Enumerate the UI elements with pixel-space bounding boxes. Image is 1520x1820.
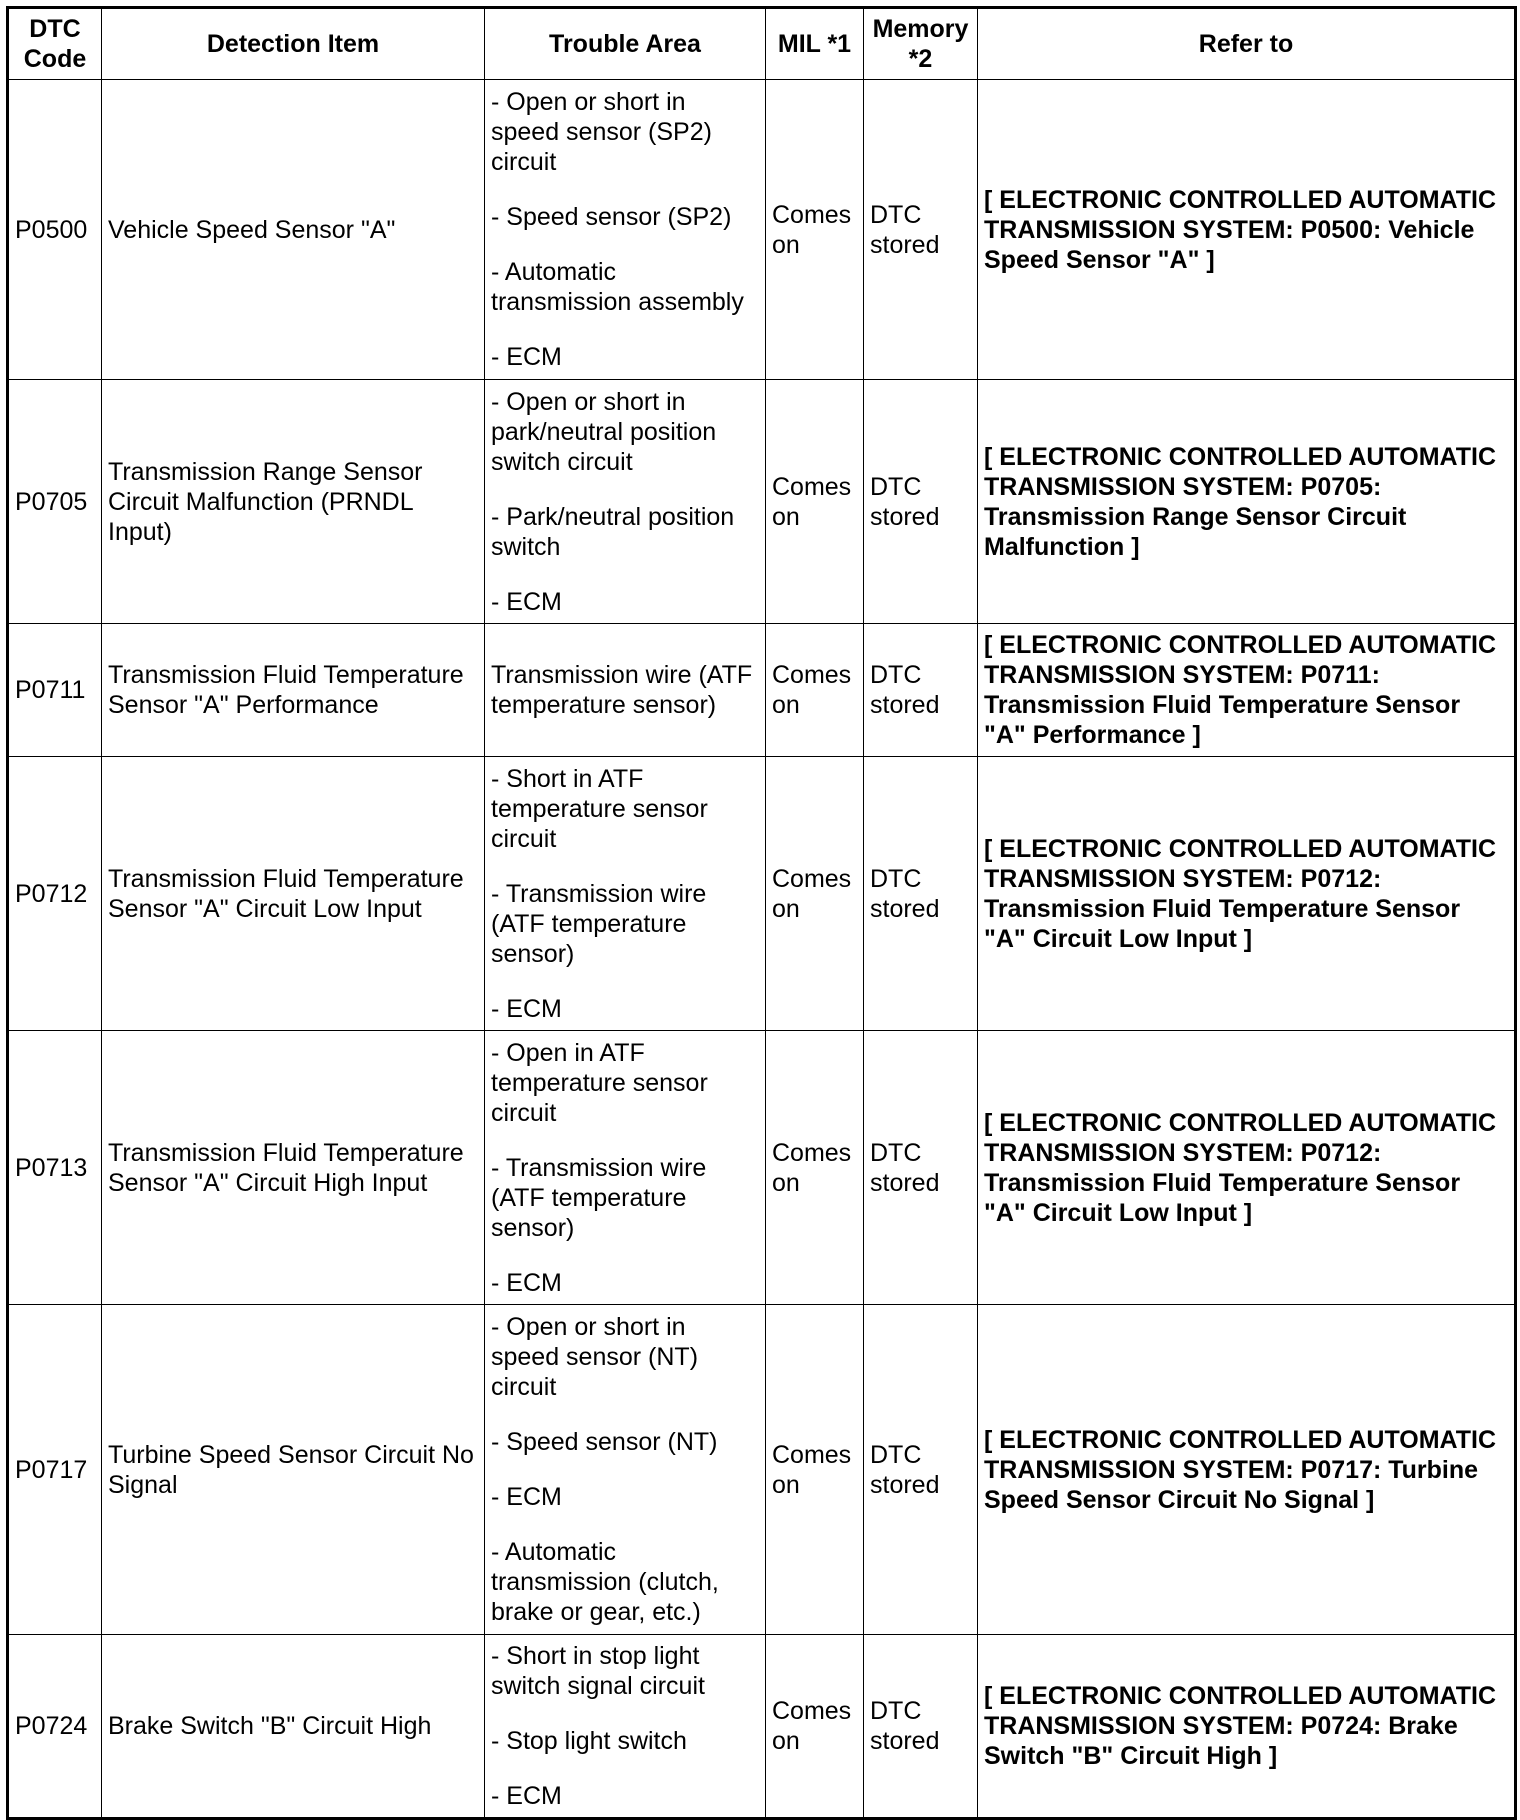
trouble-area-item: - Transmission wire (ATF temperature sensor) [491, 879, 707, 968]
refer-to-cell: [ ELECTRONIC CONTROLLED AUTOMATIC TRANSMISSION SYSTEM: P0724: Brake Switch "B" Circuit High ] [978, 1635, 1516, 1819]
trouble-area-list [491, 381, 759, 623]
dtc-code-cell: P0705 [8, 380, 102, 624]
trouble-area-item: - Stop light switch [491, 1727, 687, 1755]
header-memory: Memory *2 [864, 8, 978, 80]
dtc-table [6, 6, 1517, 1820]
trouble-area-item: - Speed sensor (NT) [491, 1428, 718, 1456]
dtc-code-cell: P0717 [8, 1305, 102, 1635]
trouble-area-item: - ECM [491, 587, 562, 616]
dtc-code-cell: P0713 [8, 1031, 102, 1305]
mil-cell: Comes on [766, 624, 864, 757]
trouble-area-item: - Short in ATF temperature sensor circuit [491, 764, 708, 853]
trouble-area-cell [485, 624, 766, 757]
trouble-area-item: - ECM [491, 994, 562, 1023]
trouble-area-item: - ECM [491, 343, 562, 371]
trouble-area-list [491, 1032, 759, 1304]
header-refer-to: Refer to [978, 8, 1516, 80]
trouble-area-item: - Open in ATF temperature sensor circuit [491, 1038, 708, 1127]
trouble-area-cell [485, 757, 766, 1031]
header-trouble-area: Trouble Area [485, 8, 766, 80]
trouble-area-item: - Open or short in speed sensor (SP2) circuit [491, 88, 712, 176]
refer-to-cell: [ ELECTRONIC CONTROLLED AUTOMATIC TRANSMISSION SYSTEM: P0711: Transmission Fluid Temperature Sensor "A" Performance ] [978, 624, 1516, 757]
mil-cell: Comes on [766, 1305, 864, 1635]
memory-cell: DTC stored [864, 1305, 978, 1635]
mil-cell: Comes on [766, 757, 864, 1031]
table-row [8, 757, 1516, 1031]
mil-cell: Comes on [766, 80, 864, 380]
table-row [8, 1305, 1516, 1635]
dtc-code-cell: P0712 [8, 757, 102, 1031]
trouble-area-cell [485, 1305, 766, 1635]
trouble-area-item: - ECM [491, 1483, 562, 1511]
refer-to-cell: [ ELECTRONIC CONTROLLED AUTOMATIC TRANSMISSION SYSTEM: P0712: Transmission Fluid Temperature Sensor "A" Circuit Low Input ] [978, 757, 1516, 1031]
trouble-area-item: - Speed sensor (SP2) [491, 203, 732, 231]
trouble-area-item: Transmission wire (ATF temperature sensor) [491, 661, 753, 719]
trouble-area-list [491, 1306, 759, 1633]
trouble-area-cell [485, 1031, 766, 1305]
table-body [8, 80, 1516, 1819]
mil-cell: Comes on [766, 1031, 864, 1305]
trouble-area-list [491, 1635, 759, 1817]
memory-cell: DTC stored [864, 1635, 978, 1819]
table-row [8, 380, 1516, 624]
memory-cell: DTC stored [864, 1031, 978, 1305]
mil-cell: Comes on [766, 1635, 864, 1819]
trouble-area-item: - Automatic transmission (clutch, brake or gear, etc.) [491, 1538, 719, 1626]
refer-to-cell: [ ELECTRONIC CONTROLLED AUTOMATIC TRANSMISSION SYSTEM: P0705: Transmission Range Sensor Circuit Malfunction ] [978, 380, 1516, 624]
memory-cell: DTC stored [864, 380, 978, 624]
header-row [8, 8, 1516, 80]
refer-to-cell: [ ELECTRONIC CONTROLLED AUTOMATIC TRANSMISSION SYSTEM: P0500: Vehicle Speed Sensor "A" ] [978, 80, 1516, 380]
table-row [8, 624, 1516, 757]
trouble-area-item: - Open or short in speed sensor (NT) circuit [491, 1313, 699, 1401]
trouble-area-list [491, 81, 759, 378]
table-row [8, 80, 1516, 380]
trouble-area-item: - Open or short in park/neutral position switch circuit [491, 387, 717, 476]
memory-cell: DTC stored [864, 624, 978, 757]
trouble-area-list [491, 654, 759, 726]
trouble-area-item: - Automatic transmission assembly [491, 258, 744, 316]
trouble-area-cell [485, 80, 766, 380]
detection-item-cell: Transmission Range Sensor Circuit Malfunction (PRNDL Input) [102, 380, 485, 624]
detection-item-cell: Turbine Speed Sensor Circuit No Signal [102, 1305, 485, 1635]
header-detection-item: Detection Item [102, 8, 485, 80]
refer-to-cell: [ ELECTRONIC CONTROLLED AUTOMATIC TRANSMISSION SYSTEM: P0712: Transmission Fluid Temperature Sensor "A" Circuit Low Input ] [978, 1031, 1516, 1305]
trouble-area-item: - Transmission wire (ATF temperature sensor) [491, 1153, 707, 1242]
detection-item-cell: Vehicle Speed Sensor "A" [102, 80, 485, 380]
trouble-area-item: - Park/neutral position switch [491, 502, 735, 561]
refer-to-cell: [ ELECTRONIC CONTROLLED AUTOMATIC TRANSMISSION SYSTEM: P0717: Turbine Speed Sensor Circuit No Signal ] [978, 1305, 1516, 1635]
memory-cell: DTC stored [864, 80, 978, 380]
detection-item-cell: Transmission Fluid Temperature Sensor "A" Performance [102, 624, 485, 757]
memory-cell: DTC stored [864, 757, 978, 1031]
dtc-code-cell: P0500 [8, 80, 102, 380]
trouble-area-cell [485, 1635, 766, 1819]
header-mil: MIL *1 [766, 8, 864, 80]
table-row [8, 1031, 1516, 1305]
trouble-area-item: - Short in stop light switch signal circuit [491, 1642, 705, 1700]
table-row [8, 1635, 1516, 1819]
mil-cell: Comes on [766, 380, 864, 624]
detection-item-cell: Transmission Fluid Temperature Sensor "A" Circuit High Input [102, 1031, 485, 1305]
trouble-area-item: - ECM [491, 1268, 562, 1297]
detection-item-cell: Transmission Fluid Temperature Sensor "A" Circuit Low Input [102, 757, 485, 1031]
dtc-code-cell: P0711 [8, 624, 102, 757]
trouble-area-list [491, 758, 759, 1030]
trouble-area-cell [485, 380, 766, 624]
dtc-code-cell: P0724 [8, 1635, 102, 1819]
header-dtc-code: DTC Code [8, 8, 102, 80]
trouble-area-item: - ECM [491, 1782, 562, 1810]
detection-item-cell: Brake Switch "B" Circuit High [102, 1635, 485, 1819]
